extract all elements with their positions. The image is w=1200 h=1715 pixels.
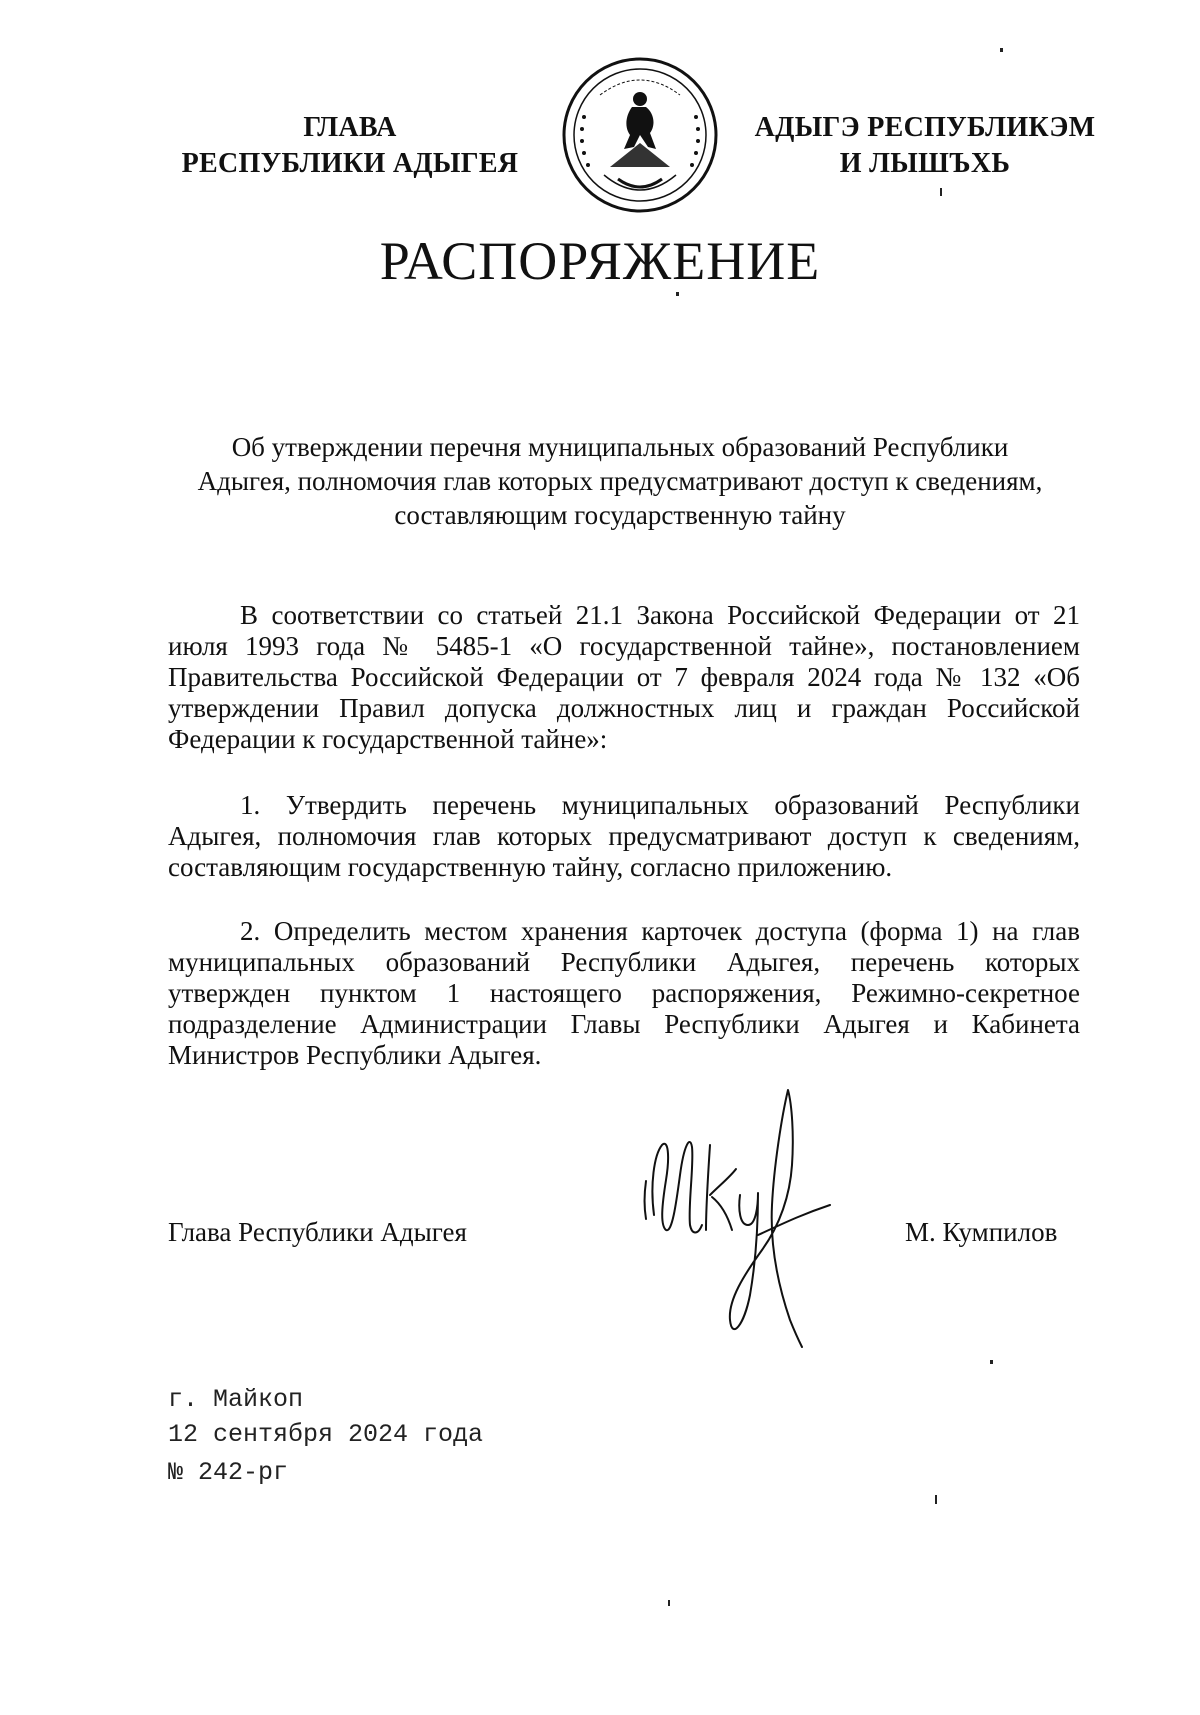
scan-speck xyxy=(940,188,942,196)
scan-speck xyxy=(935,1495,937,1504)
document-subject xyxy=(160,430,1080,532)
signatory-name: М. Кумпилов xyxy=(905,1217,1058,1247)
scan-speck xyxy=(990,1360,993,1364)
scan-speck xyxy=(668,1600,670,1606)
footer-date: 12 сентября 2024 года xyxy=(168,1420,484,1449)
scan-speck xyxy=(1000,48,1003,52)
header-right-line1: АДЫГЭ РЕСПУБЛИКЭМ xyxy=(754,112,1096,143)
header-left-title xyxy=(170,110,530,182)
subject-line-1: Об утверждении перечня муниципальных образований Республики xyxy=(231,432,1009,462)
item-1-paragraph: 1. Утвердить перечень муниципальных образований Республики Адыгея, полномочия глав которых предусматривают доступ к сведениям, составляющим государственную тайну, согласно приложению. xyxy=(168,790,1080,882)
header-right-title xyxy=(740,110,1110,182)
footer-document-number: № 242-рг xyxy=(168,1458,289,1487)
scan-speck xyxy=(676,292,679,296)
footer-city: г. Майкоп xyxy=(168,1385,304,1414)
item-2-paragraph: 2. Определить местом хранения карточек доступа (форма 1) на глав муниципальных образований Республики Адыгея, перечень которых утвержден пунктом 1 настоящего распоряжения, Режимно-секретное подразделение Администрации Главы Республики Адыгея и Кабинета Министров Республики Адыгея. xyxy=(168,916,1080,1070)
subject-line-2: Адыгея, полномочия глав которых предусматривают доступ к сведениям, xyxy=(197,466,1043,496)
handwritten-signature-icon xyxy=(640,1085,860,1355)
signatory-role: Глава Республики Адыгея xyxy=(168,1217,467,1247)
header-left-line1: ГЛАВА xyxy=(303,112,397,143)
adygea-coat-of-arms-icon xyxy=(560,55,720,215)
intro-paragraph: В соответствии со статьей 21.1 Закона Российской Федерации от 21 июля 1993 года № 5485-1 «О государственной тайне», постановлением Правительства Российской Федерации от 7 февраля 2024 года № 132 «Об утверждении Правил допуска должностных лиц и граждан Российской Федерации к государственной тайне»: xyxy=(168,600,1080,754)
header-left-line2: РЕСПУБЛИКИ АДЫГЕЯ xyxy=(181,148,519,179)
document-type-title: РАСПОРЯЖЕНИЕ xyxy=(379,231,821,291)
subject-line-3: составляющим государственную тайну xyxy=(394,500,846,530)
header-right-line2: И ЛЫШЪХЬ xyxy=(839,148,1011,179)
